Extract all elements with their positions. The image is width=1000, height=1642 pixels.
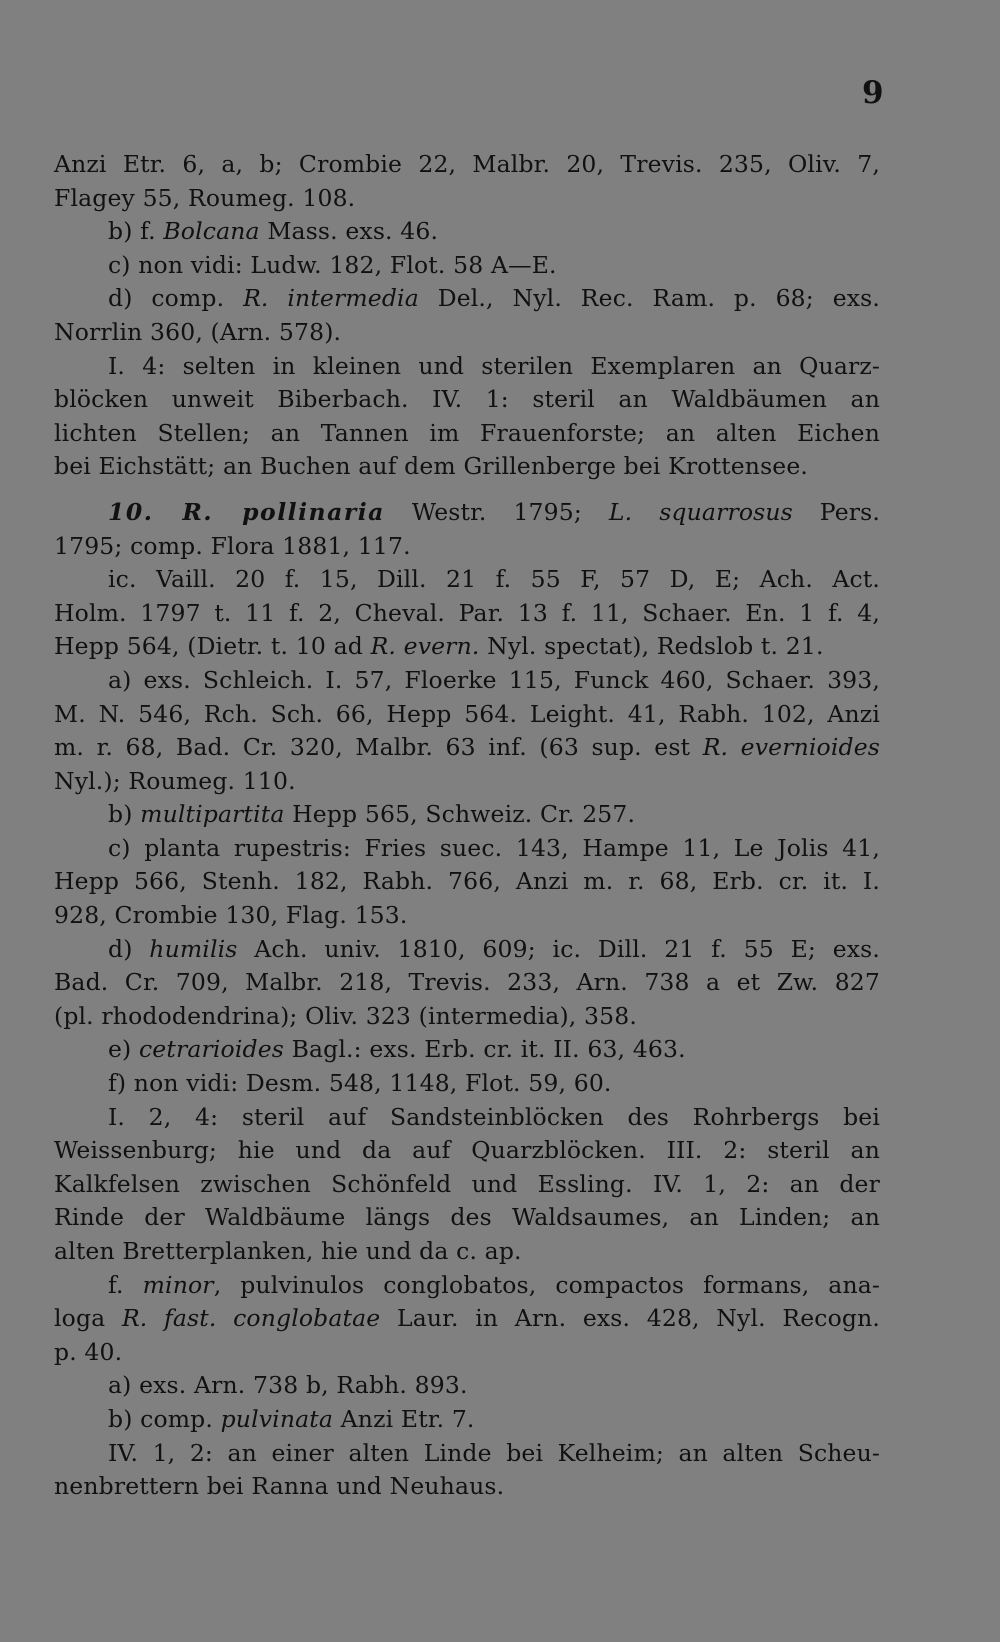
text-line [54,1067,880,1101]
text-line [54,282,880,316]
text-line [54,1269,880,1303]
text-line [54,865,880,899]
text-segment: Anzi Etr. 7. [333,1404,475,1433]
italic-taxon: R. fast. conglobatae [121,1304,381,1333]
text-line [54,450,880,484]
text-line [54,148,880,182]
text-segment: Bad. Cr. 709, Malbr. 218, Trevis. 233, Arn. 738 a et Zw. 827 [54,968,880,997]
text-segment: 928, Crombie 130, Flag. 153. [54,901,408,930]
text-segment: Laur. in Arn. exs. 428, Nyl. Recogn. [380,1304,880,1333]
text-segment: c) non vidi: Ludw. 182, Flot. 58 A—E. [108,250,557,279]
text-segment: bei Eichstätt; an Buchen auf dem Grillenberge bei Krottensee. [54,452,809,481]
text-line [54,1101,880,1135]
text-line [54,1336,880,1370]
text-segment: Hepp 565, Schweiz. Cr. 257. [284,800,636,829]
text-segment: Nyl. spectat), Redslob t. 21. [479,632,824,661]
text-segment: Kalkfelsen zwischen Schönfeld und Essling. IV. 1, 2: an der [54,1169,880,1198]
text-segment: nenbrettern bei Ranna und Neuhaus. [54,1472,505,1501]
text-segment: Anzi Etr. 6, a, b; Crombie 22, Malbr. 20, Trevis. 235, Oliv. 7, [54,150,880,178]
text-line [54,563,880,597]
text-segment: a) exs. Schleich. I. 57, Floerke 115, Funck 460, Schaer. 393, [108,665,880,694]
text-line [54,765,880,799]
text-segment: Flagey 55, Roumeg. 108. [54,183,356,212]
text-line [54,1302,880,1336]
text-line [54,417,880,451]
page-number: 9 [862,75,884,111]
text-line [54,630,880,664]
text-line [54,731,880,765]
text-segment: Ach. univ. 1810, 609; ic. Dill. 21 f. 55 E; exs. [237,934,880,963]
text-segment: Rinde der Waldbäume längs des Waldsaumes, an Linden; an [54,1203,880,1232]
text-segment: p. 40. [54,1337,123,1366]
text-line [54,1033,880,1067]
text-line [54,316,880,350]
text-line [54,496,880,530]
text-segment: Weissenburg; hie und da auf Quarzblöcken. III. 2: steril an [54,1136,880,1165]
italic-taxon: R. evernioides [702,733,880,762]
text-segment: loga [54,1304,122,1333]
text-segment: f) non vidi: Desm. 548, 1148, Flot. 59, 60. [108,1069,612,1098]
italic-taxon: humilis [149,934,238,963]
text-segment: Mass. exs. 46. [259,217,439,246]
text-line [54,182,880,216]
text-segment: lichten Stellen; an Tannen im Frauenforste; an alten Eichen [54,418,880,447]
text-segment: Holm. 1797 t. 11 f. 2, Cheval. Par. 13 f. 11, Schaer. En. 1 f. 4, [54,598,880,627]
text-line [54,1134,880,1168]
text-segment: Bagl.: exs. Erb. cr. it. II. 63, 463. [283,1035,686,1064]
text-segment: Hepp 564, (Dietr. t. 10 ad [54,632,371,661]
italic-taxon: L. squarrosus [608,497,793,526]
text-line [54,798,880,832]
text-segment: I. 2, 4: steril auf Sandsteinblöcken des Rohrbergs bei [108,1102,880,1131]
text-line [54,383,880,417]
text-segment: d) comp. [108,284,244,313]
text-segment: d) [108,934,150,963]
text-segment: b) f. [108,217,164,246]
text-line [54,350,880,384]
text-segment: IV. 1, 2: an einer alten Linde bei Kelheim; an alten Scheu- [108,1438,880,1467]
italic-taxon: minor [142,1270,214,1299]
text-line [54,899,880,933]
text-line [54,1168,880,1202]
text-line [54,698,880,732]
text-segment: M. N. 546, Rch. Sch. 66, Hepp 564. Leight. 41, Rabh. 102, Anzi [54,699,880,728]
text-segment: Norrlin 360, (Arn. 578). [54,317,342,346]
text-segment: alten Bretterplanken, hie und da c. ap. [54,1237,522,1265]
text-segment: f. [108,1270,143,1299]
text-line [54,249,880,283]
text-line [54,597,880,631]
text-segment: Pers. [792,497,880,526]
text-segment: b) comp. [108,1404,221,1433]
italic-taxon: multipartita [140,800,285,829]
text-segment: Westr. 1795; [384,497,609,526]
text-line [54,1000,880,1034]
italic-taxon: pulvinata [220,1404,334,1433]
text-segment: I. 4: selten in kleinen und sterilen Exemplaren an Quarz- [108,351,880,380]
text-segment: a) exs. Arn. 738 b, Rabh. 893. [108,1371,468,1400]
text-segment: 1795; comp. Flora 1881, 117. [54,531,411,560]
text-segment: e) [108,1035,139,1064]
text-segment: ic. Vaill. 20 f. 15, Dill. 21 f. 55 F, 57 D, E; Ach. Act. [108,565,880,594]
text-segment: (pl. rhododendrina); Oliv. 323 (intermedia), 358. [54,1001,637,1030]
text-segment: Del., Nyl. Rec. Ram. p. 68; exs. [418,284,880,313]
text-line [54,215,880,249]
text-line [54,1403,880,1437]
text-line [54,1437,880,1471]
text-segment: Nyl.); Roumeg. 110. [54,766,296,795]
species-heading: 10. R. pollinaria [108,497,385,526]
text-line [54,933,880,967]
text-line [54,1201,880,1235]
italic-taxon: Bolcana [163,217,260,246]
text-line [54,1369,880,1403]
text-segment: , pulvinulos conglobatos, compactos formans, ana- [213,1270,880,1299]
text-segment: b) [108,800,141,829]
text-segment: m. r. 68, Bad. Cr. 320, Malbr. 63 inf. (63 sup. est [54,733,703,762]
text-segment: blöcken unweit Biberbach. IV. 1: steril an Waldbäumen an [54,385,880,414]
italic-taxon: R. intermedia [243,284,419,313]
body-text [54,148,880,1504]
text-segment: Hepp 566, Stenh. 182, Rabh. 766, Anzi m. r. 68, Erb. cr. it. I. [54,867,880,896]
text-line [54,530,880,564]
text-line [54,664,880,698]
text-line [54,1470,880,1504]
text-segment: c) planta rupestris: Fries suec. 143, Hampe 11, Le Jolis 41, [108,833,880,862]
italic-taxon: cetrarioides [139,1035,284,1064]
text-line [54,832,880,866]
italic-taxon: R. evern. [370,632,480,661]
text-line [54,1235,880,1269]
text-line [54,966,880,1000]
